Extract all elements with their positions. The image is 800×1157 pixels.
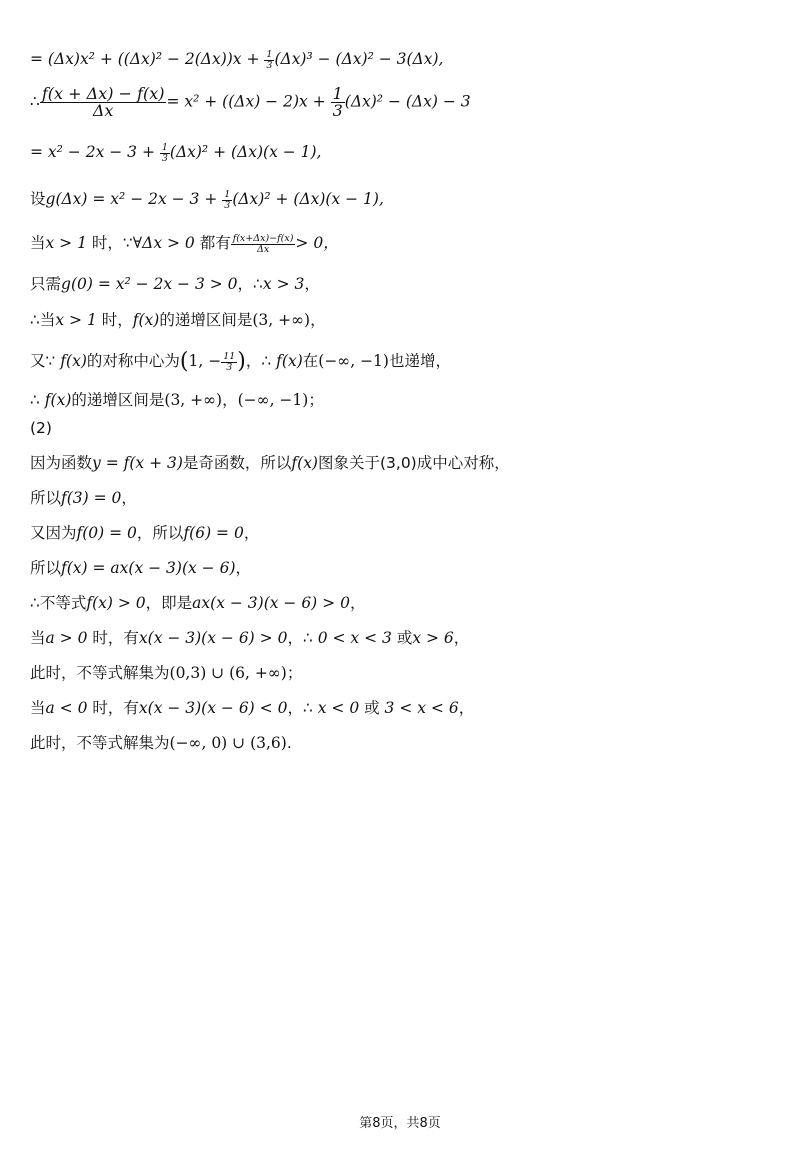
difference-quotient: $\frac{f(x + \Delta x) - f(x)}{\Delta x}$ xyxy=(41,84,165,120)
solution-line-16: 当a > 0 时，有x(x − 3)(x − 6) > 0，∴ 0 < x < 3 或x > 6， xyxy=(30,629,470,647)
fraction: $\frac{1}{3}$ xyxy=(161,142,168,164)
page-number: 第8页，共8页 xyxy=(359,1116,441,1131)
solution-line-12: 所以f(3) = 0， xyxy=(30,489,137,507)
part-2-label: (2) xyxy=(30,419,52,437)
solution-line-19: 此时，不等式解集为(−∞, 0) ∪ (3,6). xyxy=(30,734,292,752)
fraction: $\frac{1}{3}$ xyxy=(332,84,343,120)
fraction: $\frac{11}{3}$ xyxy=(223,351,236,373)
solution-line-6: 只需g(0) = x² − 2x − 3 > 0，∴x > 3， xyxy=(30,275,320,293)
solution-line-18: 当a < 0 时，有x(x − 3)(x − 6) < 0，∴ x < 0 或 3 < x < 6， xyxy=(30,699,475,717)
expr: = (Δx)x² + ((Δx)² − 2(Δx))x + xyxy=(30,50,265,68)
fraction: $\frac{1}{3}$ xyxy=(266,49,273,71)
solution-line-9: ∴ f(x)的递增区间是(3, +∞)，(−∞, −1)； xyxy=(30,391,324,409)
solution-line-4: 设g(Δx) = x² − 2x − 3 + $\frac{1}{3}$ (Δx)² + (Δx)(x − 1), xyxy=(30,189,384,211)
solution-line-2: ∴ $\frac{f(x + \Delta x) - f(x)}{\Delta x}$ = x² + ((Δx) − 2)x + $\frac{1}{3}$ (Δx)² − (Δx) − 3 xyxy=(30,84,471,120)
solution-line-13: 又因为f(0) = 0，所以f(6) = 0， xyxy=(30,524,260,542)
solution-line-5: 当x > 1 时，∵∀Δx > 0 都有 $\frac{f(x+\Delta x)-f(x)}{\Delta x}$ > 0， xyxy=(30,233,339,255)
solution-line-15: ∴不等式f(x) > 0，即是ax(x − 3)(x − 6) > 0， xyxy=(30,594,366,612)
solution-line-8: 又∵ f(x)的对称中心为(1, − $\frac{11}{3}$ )，∴ f(x)在(−∞, −1)也递增， xyxy=(30,349,451,374)
expr: (Δx)³ − (Δx)² − 3(Δx), xyxy=(274,50,444,68)
solution-line-1 xyxy=(30,50,443,70)
solution-line-3: = x² − 2x − 3 + $\frac{1}{3}$ (Δx)² + (Δx)(x − 1), xyxy=(30,142,322,164)
solution-line-11: 因为函数y = f(x + 3)是奇函数，所以f(x)图象关于(3,0)成中心对称， xyxy=(30,454,510,472)
fraction: $\frac{f(x+\Delta x)-f(x)}{\Delta x}$ xyxy=(232,233,294,255)
solution-line-14: 所以f(x) = ax(x − 3)(x − 6)， xyxy=(30,559,252,577)
solution-line-17: 此时，不等式解集为(0,3) ∪ (6, +∞)； xyxy=(30,664,303,682)
fraction: $\frac{1}{3}$ xyxy=(224,189,231,211)
solution-line-7: ∴当x > 1 时，f(x)的递增区间是(3, +∞)， xyxy=(30,311,326,329)
